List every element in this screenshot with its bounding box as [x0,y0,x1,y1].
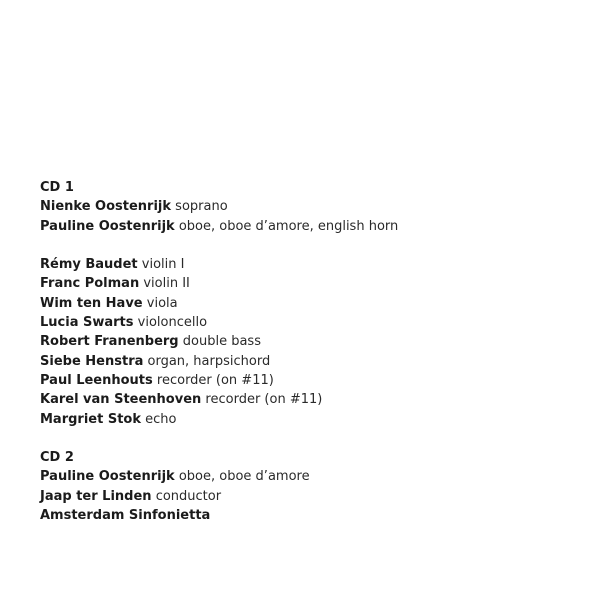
performer-name: Pauline Oostenrijk [40,469,175,485]
performer-name: Nienke Oostenrijk [40,199,172,215]
performer-role: conductor [155,488,222,504]
performer-role: double bass [182,334,261,350]
performer-name: Pauline Oostenrijk [40,218,175,234]
credit-line [40,371,398,390]
credit-line [40,255,398,274]
performer-name: Wim ten Have [40,295,143,311]
performer-role: soprano [175,199,228,215]
spacer [40,236,398,255]
performer-role: violoncello [137,315,208,331]
credit-line [40,294,398,313]
credit-line [40,217,398,236]
credit-line [40,352,398,371]
credit-line [40,506,398,525]
performer-name: Margriet Stok [40,411,142,427]
performer-name: Rémy Baudet [40,257,138,273]
performer-role: violin I [141,257,185,273]
credit-line [40,467,398,486]
performer-role: organ, harpsichord [147,353,271,369]
performer-name: Lucia Swarts [40,315,134,331]
spacer [40,429,398,448]
credit-line [40,487,398,506]
credit-line [40,274,398,293]
performer-name: Paul Leenhouts [40,372,153,388]
performer-name: Amsterdam Sinfonietta [40,508,211,524]
credits-block [40,178,398,525]
performer-role: echo [145,411,177,427]
performer-name: Siebe Henstra [40,353,144,369]
performer-role: viola [146,295,178,311]
performer-role: violin II [143,276,190,292]
performer-role: recorder (on #11) [205,392,323,408]
performer-role: recorder (on #11) [156,372,274,388]
credit-line [40,410,398,429]
credit-line [40,332,398,351]
credit-line [40,197,398,216]
cd2-title: CD 2 [40,450,74,466]
performer-name: Karel van Steenhoven [40,392,202,408]
performer-name: Franc Polman [40,276,140,292]
credit-line [40,390,398,409]
performer-name: Jaap ter Linden [40,488,152,504]
cd1-title: CD 1 [40,180,74,195]
performer-role: oboe, oboe d’amore [178,469,310,485]
performer-name: Robert Franenberg [40,334,179,350]
performer-role: oboe, oboe d’amore, english horn [178,218,399,234]
credit-line [40,313,398,332]
